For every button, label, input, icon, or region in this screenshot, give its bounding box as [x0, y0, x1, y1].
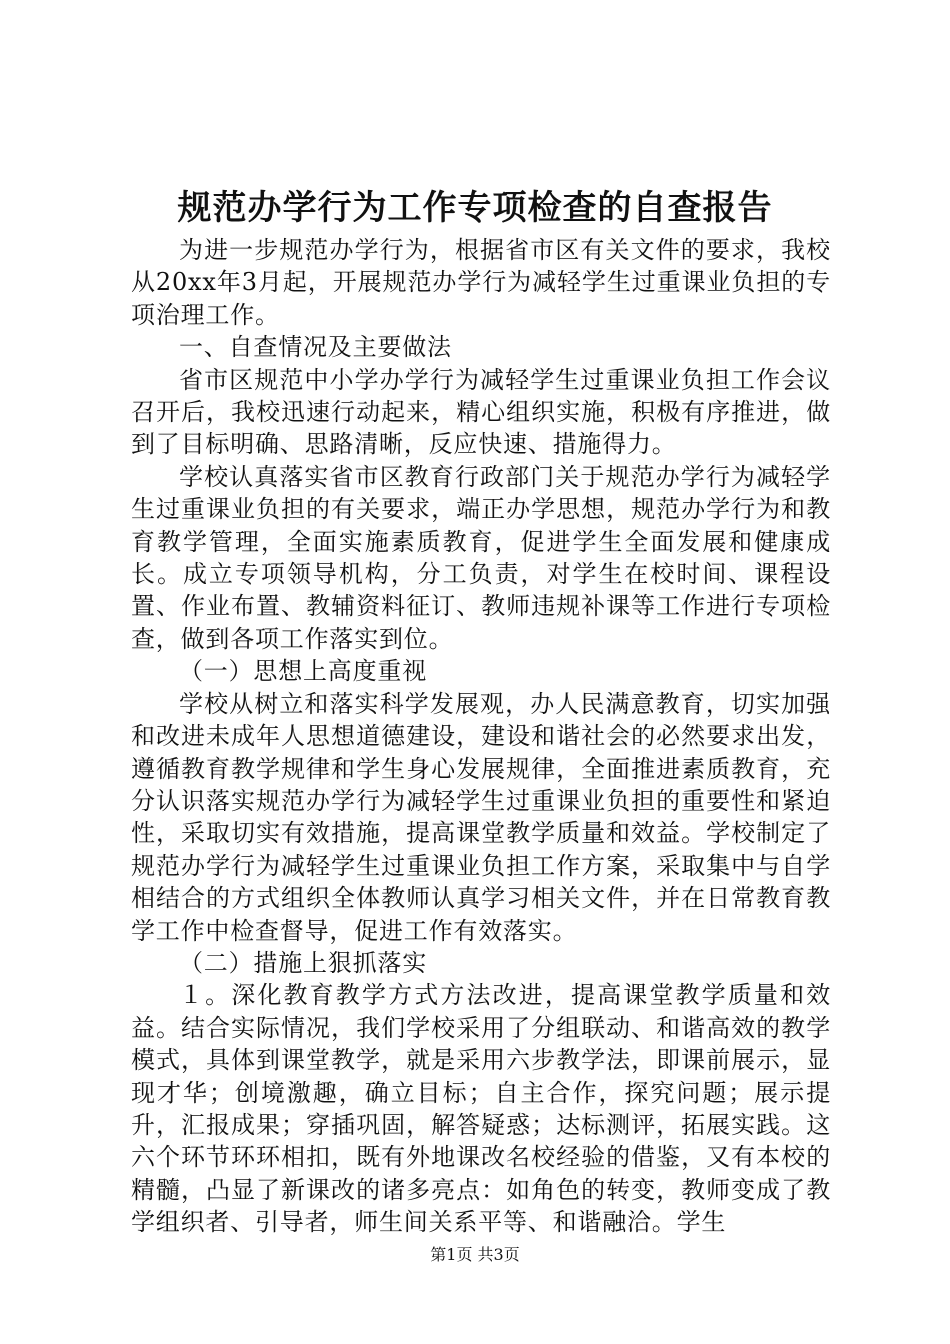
subsection-heading: （二）措施上狠抓落实 [179, 948, 427, 977]
paragraph: １。深化教育教学方式方法改进，提高课堂教学质量和效益。结合实际情况，我们学校采用了分组联动、和谐高效的教学模式，具体到课堂教学，就是采用六步教学法，即课前展示，显现才华；创境激趣，确立目标；自主合作，探究问题；展示提升，汇报成果；穿插巩固，解答疑惑；达标测评，拓展实践。这六个环节环环相扣，既有外地课改名校经验的借鉴，又有本校的精髓，凸显了新课改的诸多亮点：如角色的转变，教师变成了教学组织者、引导者，师生间关系平等、和谐融洽。学生 [131, 981, 831, 1237]
paragraph: 为进一步规范办学行为，根据省市区有关文件的要求，我校从20xx年3月起，开展规范办学行为减轻学生过重课业负担的专项治理工作。 [131, 236, 831, 329]
document-title: 规范办学行为工作专项检查的自查报告 [177, 188, 773, 228]
paragraph: 省市区规范中小学办学行为减轻学生过重课业负担工作会议召开后，我校迅速行动起来，精心组织实施，积极有序推进，做到了目标明确、思路清晰，反应快速、措施得力。 [131, 365, 831, 459]
subsection-heading: （一）思想上高度重视 [179, 657, 427, 686]
paragraph: 学校认真落实省市区教育行政部门关于规范办学行为减轻学生过重课业负担的有关要求，端正办学思想，规范办学行为和教育教学管理，全面实施素质教育，促进学生全面发展和健康成长。成立专项领导机构，分工负责，对学生在校时间、课程设置、作业布置、教辅资料征订、教师违规补课等工作进行专项检查，做到各项工作落实到位。 [131, 462, 831, 653]
section-heading: 一、自查情况及主要做法 [179, 333, 452, 362]
page-number-footer: 第1页 共3页 [430, 1245, 520, 1264]
paragraph: 学校从树立和落实科学发展观，办人民满意教育，切实加强和改进未成年人思想道德建设，建设和谐社会的必然要求出发，遵循教育教学规律和学生身心发展规律，全面推进素质教育，充分认识落实规范办学行为减轻学生过重课业负担的重要性和紧迫性，采取切实有效措施，提高课堂教学质量和效益。学校制定了规范办学行为减轻学生过重课业负担工作方案，采取集中与自学相结合的方式组织全体教师认真学习相关文件，并在日常教育教学工作中检查督导，促进工作有效落实。 [131, 689, 831, 945]
document-body [131, 234, 831, 1239]
